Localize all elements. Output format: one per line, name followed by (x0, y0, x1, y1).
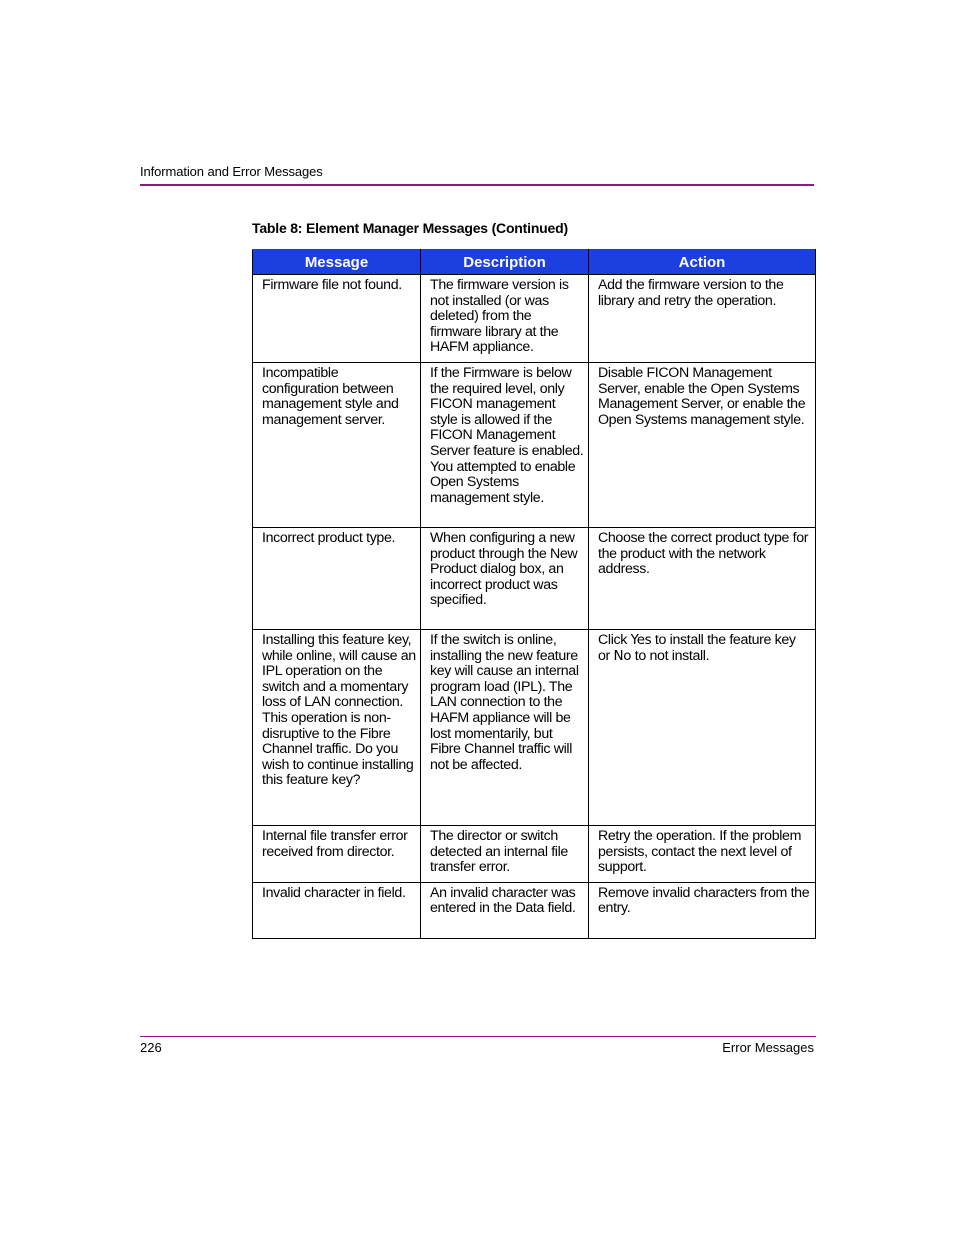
no-option-label: No (613, 647, 632, 664)
table-row (253, 528, 816, 630)
message-cell: Incorrect product type. (253, 528, 421, 630)
message-cell: Installing this feature key, while online, will cause an IPL operation on the switch and a momentary loss of LAN connection. This operation is non-disruptive to the Fibre Channel traffic. Do you wish to continue installing this feature key? (253, 630, 421, 826)
table-row (253, 882, 816, 938)
table-row (253, 275, 816, 363)
table-row (253, 826, 816, 883)
description-cell: If the switch is online, installing the new feature key will cause an internal program load (IPL). The LAN connection to the HAFM appliance will be lost momentarily, but Fibre Channel traffic will not be affected. (421, 630, 589, 826)
action-text: Click (598, 632, 631, 648)
yes-option-label: Yes (630, 632, 652, 648)
table-row (253, 363, 816, 528)
description-cell: The firmware version is not installed (or was deleted) from the firmware library at the HAFM appliance. (421, 275, 589, 363)
table-caption: Table 8: Element Manager Messages (Continued) (252, 220, 568, 236)
column-header-message: Message (253, 250, 421, 275)
action-cell (589, 630, 816, 826)
table-header-row (253, 250, 816, 275)
column-header-action: Action (589, 250, 816, 275)
table-row (253, 630, 816, 826)
description-cell: When configuring a new product through the New Product dialog box, an incorrect product was specified. (421, 528, 589, 630)
action-cell: Retry the operation. If the problem persists, contact the next level of support. (589, 826, 816, 883)
description-cell: If the Firmware is below the required level, only FICON management style is allowed if the FICON Management Server feature is enabled. You attempted to enable Open Systems management style. (421, 363, 589, 528)
running-header-title: Information and Error Messages (140, 164, 323, 179)
footer-divider (140, 1036, 816, 1037)
description-cell: The director or switch detected an internal file transfer error. (421, 826, 589, 883)
action-cell: Choose the correct product type for the product with the network address. (589, 528, 816, 630)
message-cell: Invalid character in field. (253, 882, 421, 938)
page-number: 226 (140, 1040, 162, 1055)
footer-section-title: Error Messages (722, 1040, 814, 1055)
description-cell: An invalid character was entered in the Data field. (421, 882, 589, 938)
action-cell: Add the firmware version to the library and retry the operation. (589, 275, 816, 363)
action-cell: Disable FICON Management Server, enable the Open Systems Management Server, or enable the Open Systems management style. (589, 363, 816, 528)
message-cell: Firmware file not found. (253, 275, 421, 363)
message-cell: Internal file transfer error received from director. (253, 826, 421, 883)
element-manager-messages-table (252, 249, 816, 939)
header-divider (140, 184, 814, 186)
action-text: to install the feature key or (598, 632, 796, 664)
column-header-description: Description (421, 250, 589, 275)
action-text: to not install. (631, 647, 710, 664)
message-cell: Incompatible configuration between management style and management server. (253, 363, 421, 528)
action-cell: Remove invalid characters from the entry. (589, 882, 816, 938)
